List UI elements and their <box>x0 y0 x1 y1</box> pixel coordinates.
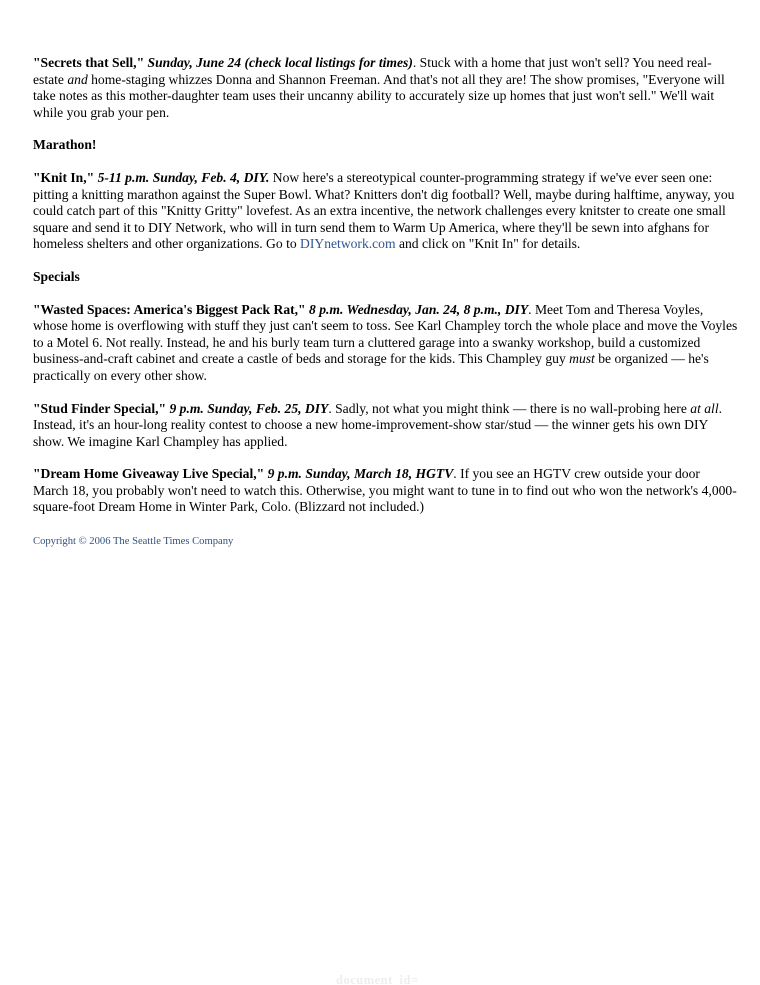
text-run: 9 p.m. Sunday, Feb. 25, DIY <box>169 400 329 416</box>
text-run: "Secrets that Sell," <box>33 55 148 70</box>
text-run: home-staging whizzes Donna and Shannon Freeman. And that's not all they are! The show promises, "Everyone will take notes as this mother-daughter team uses their uncanny ability to accurately size up homes that just won't sell." We'll wait while you grab your pen. <box>33 71 725 120</box>
article-paragraph <box>33 466 738 516</box>
article-body <box>33 55 738 516</box>
text-run: at all <box>690 400 719 416</box>
text-run: . Meet Tom and Theresa Voyles, whose home is overflowing with stuff they just can't seem to toss. See Karl Champley torch the whole place and move the Voyles to a Motel 6. Not really. Instead, he and his burly team turn a cluttered garage into a swanky workshop, build a customized business-and-craft cabinet and create a castle of beds and storage for the kids. This Champley guy <box>33 301 738 367</box>
text-run: . Stuck with a home that just won't sell? You need real-estate <box>33 55 712 87</box>
text-run: "Stud Finder Special," <box>33 400 170 416</box>
inline-link[interactable]: DIYnetwork.com <box>300 236 396 252</box>
text-run: be organized — he's practically on every other show. <box>33 351 709 383</box>
text-run: Sunday, June 24 (check local listings for times) <box>147 55 413 70</box>
article-paragraph <box>33 401 738 451</box>
text-run: . Sadly, not what you might think — there is no wall-probing here <box>328 400 691 416</box>
text-run: . Instead, it's an hour-long reality contest to choose a new home-improvement-show star/stud — the winner gets his own DIY show. We imagine Karl Champley has applied. <box>33 400 723 449</box>
section-heading <box>33 137 738 154</box>
text-run: Marathon! <box>33 137 97 153</box>
text-run: "Wasted Spaces: America's Biggest Pack Rat," <box>33 301 309 317</box>
text-run: must <box>569 351 595 367</box>
article-paragraph <box>33 55 738 121</box>
text-run: 5-11 p.m. Sunday, Feb. 4, DIY. <box>97 169 270 185</box>
text-run: Specials <box>33 268 80 284</box>
text-run: 8 p.m. Wednesday, Jan. 24, 8 p.m., DIY <box>309 301 529 317</box>
text-run: 9 p.m. Sunday, March 18, HGTV <box>267 466 454 482</box>
clipped-footer-text: document_id= <box>336 973 419 985</box>
text-run: "Dream Home Giveaway Live Special," <box>33 466 268 482</box>
text-run: and click on "Knit In" for details. <box>395 236 581 252</box>
text-run: Now here's a stereotypical counter-programming strategy if we've ever seen one: pitting a knitting marathon against the Super Bowl. What? Knitters don't dig football? Well, maybe during halftime, anyway, you could catch part of this "Knitty Gritty" lovefest. As an extra incentive, the network challenges every knitster to create one small square and send it to DIY Network, who will in turn send them to Warm Up America, where they'll be sewn into afghans for homeless shelters and other organizations. Go to <box>33 169 735 252</box>
copyright-notice: Copyright © 2006 The Seattle Times Company <box>33 536 234 548</box>
text-run: and <box>67 71 88 87</box>
text-run: "Knit In," <box>33 169 98 185</box>
text-run: . If you see an HGTV crew outside your door March 18, you probably won't need to watch this. Otherwise, you might want to tune in to find out who won the network's 4,000-square-foot Dream Home in Winter Park, Colo. (Blizzard not included.) <box>33 466 737 515</box>
section-heading <box>33 269 738 286</box>
article-paragraph <box>33 302 738 385</box>
article-paragraph <box>33 170 738 253</box>
